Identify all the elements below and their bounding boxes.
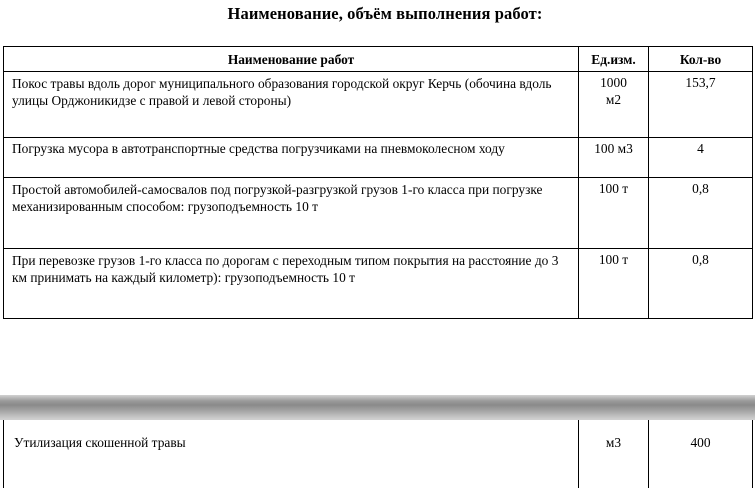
row-qty: 0,8	[649, 178, 753, 249]
works-table-continued	[3, 420, 753, 488]
table-row	[4, 249, 753, 319]
document-page-next	[0, 420, 755, 473]
row-unit-line1: 1000	[600, 75, 627, 90]
row-name: Утилизация скошенной травы	[4, 420, 579, 488]
row-name: При перевозке грузов 1-го класса по дорогам с переходным типом покрытия на расстояние до 3 км принимать на каждый километр): грузоподъемность 10 т	[4, 249, 579, 319]
row-unit	[579, 72, 649, 138]
row-qty: 400	[649, 420, 753, 488]
row-name: Погрузка мусора в автотранспортные средства погрузчиками на пневмоколесном ходу	[4, 138, 579, 178]
row-unit: 100 т	[579, 249, 649, 319]
table-row	[4, 178, 753, 249]
header-name: Наименование работ	[4, 47, 579, 72]
table-header-row	[4, 47, 753, 72]
row-unit: 100 м3	[579, 138, 649, 178]
row-name: Простой автомобилей-самосвалов под погрузкой-разгрузкой грузов 1-го класса при погрузке механизированным способом: грузоподъемность 10 т	[4, 178, 579, 249]
row-qty: 153,7	[649, 72, 753, 138]
table-row	[4, 138, 753, 178]
table-row	[4, 72, 753, 138]
section-heading: Наименование, объём выполнения работ:	[227, 4, 543, 23]
row-unit: 100 т	[579, 178, 649, 249]
row-qty: 4	[649, 138, 753, 178]
row-unit-line2: м2	[605, 92, 622, 107]
row-qty: 0,8	[649, 249, 753, 319]
row-unit: м3	[579, 420, 649, 488]
row-name: Покос травы вдоль дорог муниципального образования городской округ Керчь (обочина вдоль улицы Орджоникидзе с правой и левой стороны)	[4, 72, 579, 138]
header-unit: Ед.изм.	[579, 47, 649, 72]
page-gap	[0, 395, 755, 420]
works-table	[3, 46, 753, 319]
table-row	[4, 420, 753, 488]
header-qty: Кол-во	[649, 47, 753, 72]
